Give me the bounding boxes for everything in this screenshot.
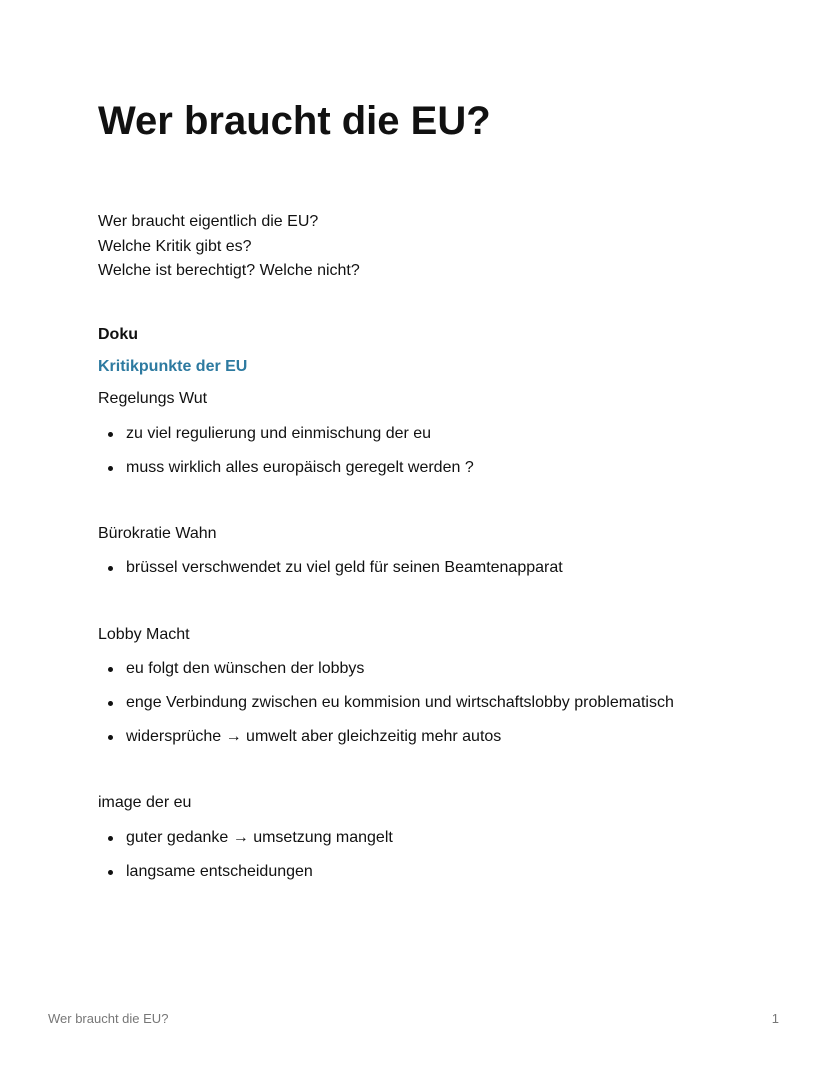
section-label-lobby-macht: Lobby Macht — [98, 626, 190, 643]
page-title: Wer braucht die EU? — [98, 99, 491, 143]
list-item-text: eu folgt den wünschen der lobbys — [126, 660, 365, 677]
list-item-text: zu viel regulierung und einmischung der eu — [126, 425, 432, 442]
list-item — [98, 727, 674, 747]
footer-page-number: 1 — [771, 1011, 779, 1026]
intro-line: Welche Kritik gibt es? — [98, 237, 252, 255]
list-item-text: guter gedanke → umsetzung mangelt — [126, 829, 393, 846]
section-label-image-der-eu: image der eu — [98, 794, 192, 811]
intro-line: Wer braucht eigentlich die EU? — [98, 213, 319, 230]
list-item-text: widersprüche → umwelt aber gleichzeitig mehr autos — [126, 728, 502, 745]
intro-paragraph — [98, 210, 360, 284]
bullet-icon — [108, 466, 113, 471]
bullet-icon — [108, 836, 113, 841]
list-item — [98, 458, 474, 478]
list-item — [98, 424, 474, 444]
bullet-icon — [108, 701, 113, 706]
bullet-icon — [108, 667, 113, 672]
list-item — [98, 693, 674, 713]
list-item-text: enge Verbindung zwischen eu kommision und wirtschaftslobby problematisch — [126, 694, 674, 711]
bullet-icon — [108, 870, 113, 875]
bullet-list-regelungs-wut — [98, 424, 474, 492]
list-item — [98, 659, 674, 679]
list-item — [98, 558, 563, 578]
bullet-list-image-der-eu — [98, 828, 393, 896]
bullet-list-lobby-macht — [98, 659, 674, 761]
section-label-buerokratie-wahn: Bürokratie Wahn — [98, 525, 217, 542]
bullet-icon — [108, 566, 113, 571]
list-item — [98, 862, 393, 882]
list-item-text: langsame entscheidungen — [126, 863, 313, 880]
footer-document-title: Wer braucht die EU? — [48, 1011, 169, 1026]
bullet-list-buerokratie-wahn — [98, 558, 563, 592]
section-label-regelungs-wut: Regelungs Wut — [98, 390, 208, 407]
bullet-icon — [108, 735, 113, 740]
list-item-text: muss wirklich alles europäisch geregelt werden ? — [126, 459, 474, 476]
doku-label: Doku — [98, 326, 138, 343]
list-item-text: brüssel verschwendet zu viel geld für seinen Beamtenapparat — [126, 559, 563, 576]
section-heading: Kritikpunkte der EU — [98, 358, 248, 375]
intro-line: Welche ist berechtigt? Welche nicht? — [98, 262, 360, 279]
list-item — [98, 828, 393, 848]
bullet-icon — [108, 432, 113, 437]
